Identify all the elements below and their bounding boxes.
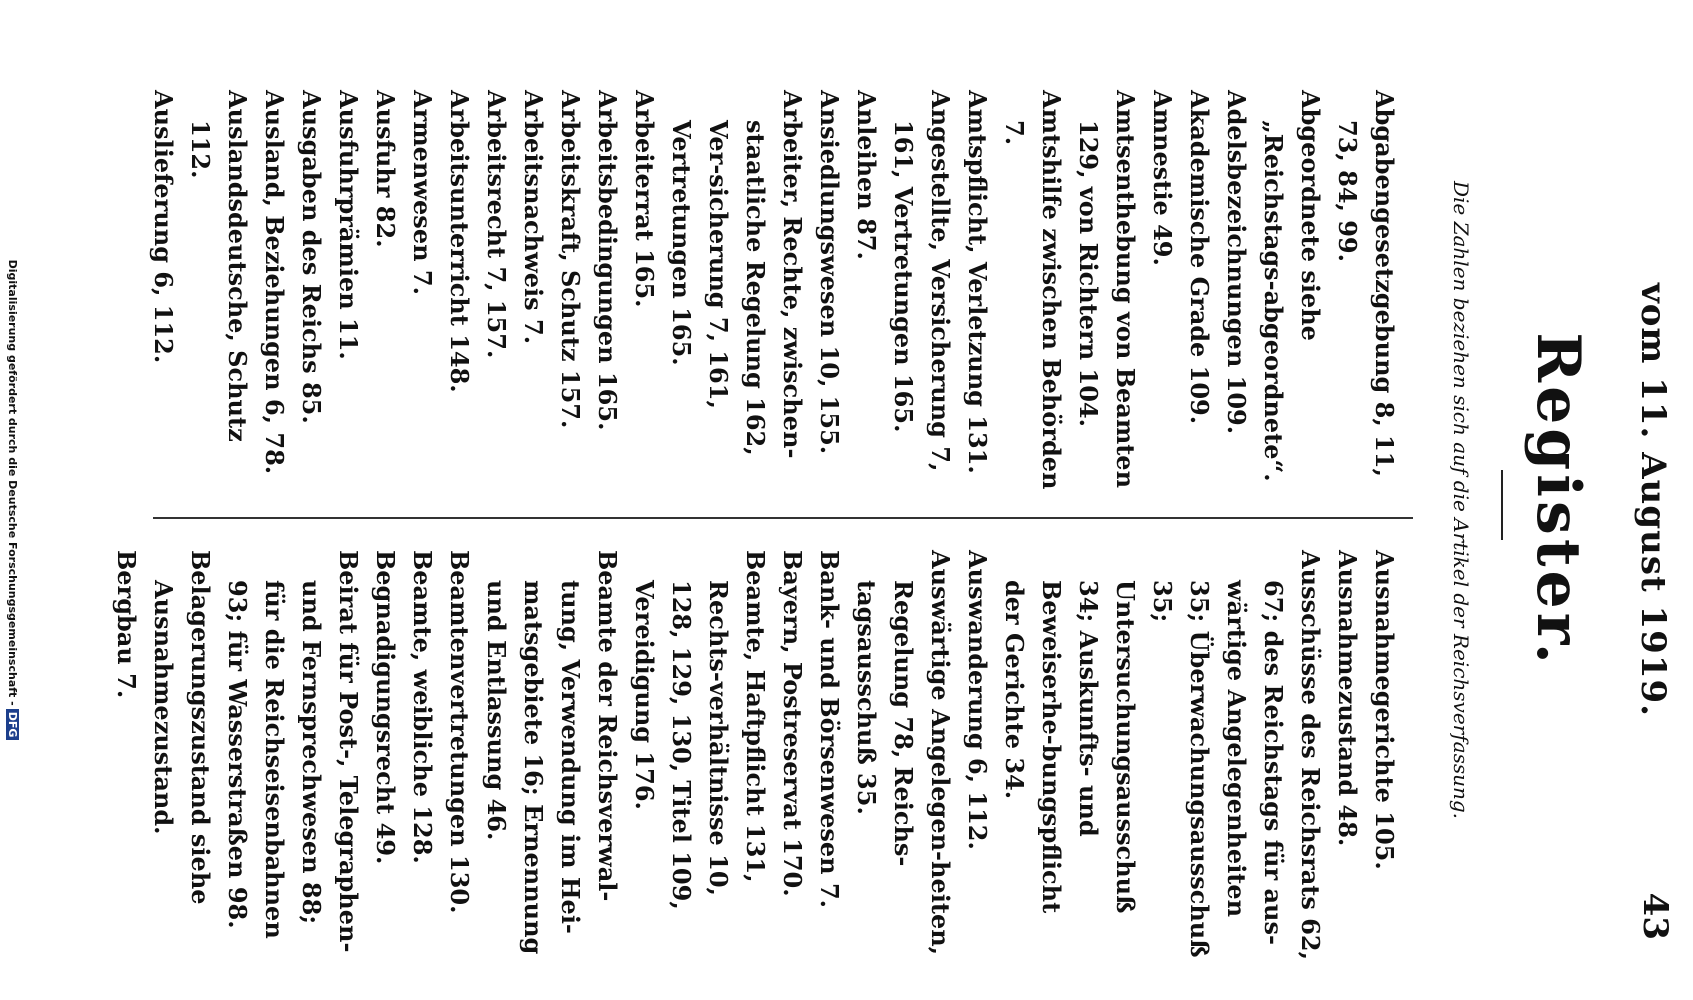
index-entry: Abgeordnete siehe „Reichstags-abgeordnete“.	[1259, 90, 1325, 482]
index-entry: Ausfuhrprämien 11.	[334, 90, 363, 360]
index-entry: Bank- und Börsenwesen 7.	[815, 550, 844, 909]
index-entry: Bergbau 7.	[112, 550, 141, 699]
page-number: 43	[1635, 892, 1675, 940]
index-entry: Auslandsdeutsche, Schutz 112.	[186, 90, 252, 442]
index-entry: Arbeitsunterricht 148.	[445, 90, 474, 393]
index-entry: Arbeitsrecht 7, 157.	[482, 90, 511, 359]
index-entry: Ausland, Beziehungen 6, 78.	[260, 90, 289, 475]
column-divider	[153, 517, 1413, 519]
index-entry: Beirat für Post-, Telegraphen- und Fernsprechwesen 88; für die Reichseisenbahnen 93; für Wasserstraßen 98.	[223, 550, 363, 953]
index-entry: Auswanderung 6, 112.	[963, 550, 992, 850]
index-entry: Amtsenthebung von Beamten 129, von Richtern 104.	[1074, 90, 1140, 489]
index-entry: Abgabengesetzgebung 8, 11, 73, 84, 99.	[1333, 90, 1399, 477]
index-entry: Bayern, Postreservat 170.	[778, 550, 807, 897]
index-entry: Beamtenvertretungen 130.	[445, 550, 474, 914]
index-entry: Ausfuhr 82.	[371, 90, 400, 248]
index-entry: Arbeitsbedingungen 165.	[593, 90, 622, 431]
index-entry: Beamte, Haftpflicht 131, Rechts-verhältnisse 10, 128, 129, 130, Titel 109, Vereidigung 176.	[630, 550, 770, 910]
index-entry: Amtshilfe zwischen Behörden 7.	[1000, 90, 1066, 490]
footer-text: Digitalisierung gefördert durch die Deutsche Forschungsgemeinschaft -	[6, 259, 19, 706]
title-rule	[1501, 470, 1503, 540]
index-column-left	[145, 90, 1403, 500]
index-entry: Amnestie 49.	[1148, 90, 1177, 266]
index-entry: Anleihen 87.	[852, 90, 881, 260]
index-entry: Arbeiter, Rechte, zwischen-staatliche Regelung 162, Ver-sicherung 7, 161, Vertretungen 165.	[667, 90, 807, 459]
index-entry: Amtspflicht, Verletzung 131.	[963, 90, 992, 474]
index-entry: Ansiedlungswesen 10, 155.	[815, 90, 844, 455]
index-entry: Ausnahmegerichte 105.	[1370, 550, 1399, 870]
index-entry: Arbeiterrat 165.	[630, 90, 659, 308]
index-entry: Beamte der Reichsverwal-tung, Verwendung im Hei-matsgebiete 16; Ernennung und Entlassung 46.	[482, 550, 622, 955]
page-title: Register.	[1523, 332, 1593, 668]
index-entry: Auswärtige Angelegen-heiten, Regelung 78, Reichs-tagsausschuß 35.	[852, 550, 955, 956]
index-entry: Ausgaben des Reichs 85.	[297, 90, 326, 424]
index-entry: Arbeitskraft, Schutz 157.	[556, 90, 585, 429]
index-entry: Angestellte, Versicherung 7, 161, Vertretungen 165.	[889, 90, 955, 472]
index-entry: Beamte, weibliche 128.	[408, 550, 437, 864]
digitization-footer	[6, 0, 19, 1000]
index-entry: Akademische Grade 109.	[1185, 90, 1214, 425]
index-entry: Arbeitsnachweis 7.	[519, 90, 548, 345]
page-subtitle: Die Zahlen beziehen sich auf die Artikel der Reichsverfassung.	[1449, 180, 1473, 820]
index-entry: Ausschüsse des Reichsrats 62, 67; des Reichstags für aus-wärtige Angelegenheiten 35; Überwachungsausschuß 35; Untersuchungsausschuß 34; Auskunfts- und Beweiserhe-bungspflicht der Gerichte 34.	[1000, 550, 1325, 960]
index-entry: Begnadigungsrecht 49.	[371, 550, 400, 865]
index-entry: Ausnahmezustand 48.	[1333, 550, 1362, 847]
index-entry: Belagerungszustand siehe Ausnahmezustand.	[149, 550, 215, 905]
index-column-right	[108, 550, 1403, 960]
header-date: vom 11. August 1919.	[1633, 283, 1673, 717]
index-entry: Adelsbezeichnungen 109.	[1222, 90, 1251, 435]
dfg-logo: DFG	[6, 709, 19, 741]
index-entry: Auslieferung 6, 112.	[149, 90, 178, 364]
index-entry: Armenwesen 7.	[408, 90, 437, 295]
